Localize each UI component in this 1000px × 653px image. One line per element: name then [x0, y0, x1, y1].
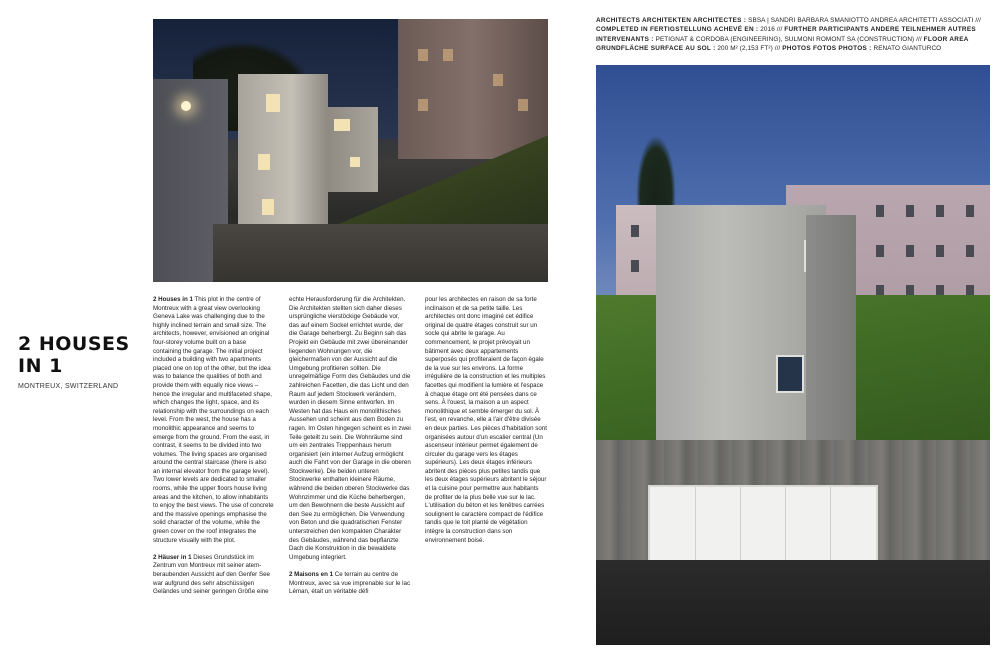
fr-text-start: Ce terrain au centre de Montreux, avec sa vue imprenable sur le lac Léman, était un véritable défi	[289, 571, 411, 596]
fr-heading: 2 Maisons en 1	[289, 571, 334, 578]
text-column-3	[425, 296, 547, 554]
photo-concrete-house	[238, 74, 328, 244]
de-text-start: Dieses Grundstück im Zentrum von Montreux mit seiner atem-beraubenden Aussicht auf den Genfer See war aufgrund des sehr abschüssigen Geländes und seiner geringen Größe eine	[153, 553, 270, 596]
article-title: 2 HOUSES IN 1	[18, 333, 130, 377]
photo-road	[596, 560, 990, 645]
de-text-continued: echte Herausforderung für die Architekten. Die Architekten stellten sich daher dieses ursprüngliche vierstöckige Gebäude vor, das auf einem Sockel errichtet wurde, der die Garage beherbergt. Zu Beginn sah das Projekt ein Gebäude mit zwei übereinander liegenden Wohnungen vor, die gleichermaßen von der Aussicht auf die Umgebung profitieren sollten. Die unregelmäßige Form des Gebäudes und die zahlreichen Facetten, die das Licht und den Raum auf jedem Stockwerk verändern, wurden in diesem Sinne entworfen. Im Westen hat das Haus ein monolithisches Aussehen und scheint aus dem Boden zu ragen. Im Osten hingegen scheint es in zwei Teile geteilt zu sein. Die Wohnräume sind um ein zentrales Treppenhaus herum organisiert (ein interner Aufzug ermöglicht auch die Fahrt von der Garage in die oberen Stockwerke). Die beiden unteren Stockwerke enthalten kleinere Räume, während die beiden oberen Stockwerke das Wohnzimmer und die Küche beherbergen, um den Bewohnern die beste Aussicht auf den See zu ermöglichen. Die Verwendung von Beton und die quadratischen Fenster unterstreichen den kompakten Charakter des Gebäudes, während das bepflanzte Dach die Konstruktion in die bewaldete Umgebung integriert.	[289, 296, 411, 561]
photo-street-lamp	[181, 101, 191, 111]
photo-garage-door	[648, 485, 878, 563]
photo-retaining-wall	[213, 224, 548, 282]
text-column-2	[289, 296, 411, 605]
article-location: MONTREUX, SWITZERLAND	[18, 383, 119, 390]
day-house-photo	[596, 65, 990, 645]
photo-concrete-house-annex	[328, 107, 378, 192]
en-text: This plot in the centre of Montreux with a great view overlooking Geneva Lake was challenging due to the highly inclined terrain and small size. The architects, however, envisioned an original four-storey volume built on a base containing the garage. The initial project included a building with two apartments placed one on top of the other, but the idea was to balance the qualities of both and provide them with equally nice views – hence the irregular and multifaceted shape, which changes the light, space, and its relationship with the surroundings on each level. From the west, the house has a monolithic appearance and seems to emerge from the ground. From the east, in contrast, it seems to be divided into two volumes. The living spaces are organised around the central staircase (there is also an internal elevator from the garage level). Two lower levels are dedicated to smaller rooms, while the upper floors house living areas and the kitchen, to allow inhabitants to enjoy the best views. The use of concrete and the massive openings emphasise the solid character of the volume, while the green cover on the roof integrates the structure visually with the plot.	[153, 296, 274, 544]
en-heading: 2 Houses in 1	[153, 296, 193, 303]
photo-tall-building	[398, 19, 548, 159]
night-house-photo	[153, 19, 548, 282]
project-credits: ARCHITECTS ARCHITEKTEN ARCHITECTES : SBSA | SANDRI BARBARA SMANIOTTO ANDREA ARCHITETTI ASSOCIATI /// COMPLETED IN FERTIGSTELLUNG ACHEVÉ EN : 2016 /// FURTHER PARTICIPANTS ANDERE TEILNEHMER AUTRES INTERVENANTS : PETIGNAT & CORDOBA (ENGINEERING), SULMONI ROMONT SA (CONSTRUCTION) /// FLOOR AREA GRUNDFLÄCHE SURFACE AU SOL : 200 M² (2,153 FT²) /// PHOTOS FOTOS PHOTOS : RENATO GIANTURCO	[596, 17, 981, 53]
fr-text-continued: pour les architectes en raison de sa forte inclinaison et de sa petite taille. Les architectes ont donc imaginé cet édifice original de quatre étages construit sur un socle qui abrite le garage. Au commencement, le projet prévoyait un bâtiment avec deux appartements superposés qui profiteraient de façon égale de la vue sur les environs. La forme irrégulière de la construction et les multiples facettes qui modifient la lumière et l'espace à chaque étage ont été pensées dans ce sens. À l'ouest, la maison a un aspect monolithique et semble émerger du sol. À l'est, en revanche, elle a l'air d'être divisée en deux parties. Les pièces d'habitation sont organisées autour d'un escalier central (Un ascenseur intérieur permet également de circuler du garage vers les étages supérieurs). Les deux étages inférieurs abritent des pièces plus petites tandis que les deux étages supérieurs abritent le séjour et la cuisine pour permettre aux habitants de profiter de la plus belle vue sur le lac. L'utilisation du béton et les fenêtres carrées soulignent le caractère compact de l'édifice tandis que le toit planté de végétation intègre la construction dans son environnement boisé.	[425, 296, 547, 544]
text-column-1	[153, 296, 275, 605]
de-heading: 2 Häuser in 1	[153, 553, 192, 561]
